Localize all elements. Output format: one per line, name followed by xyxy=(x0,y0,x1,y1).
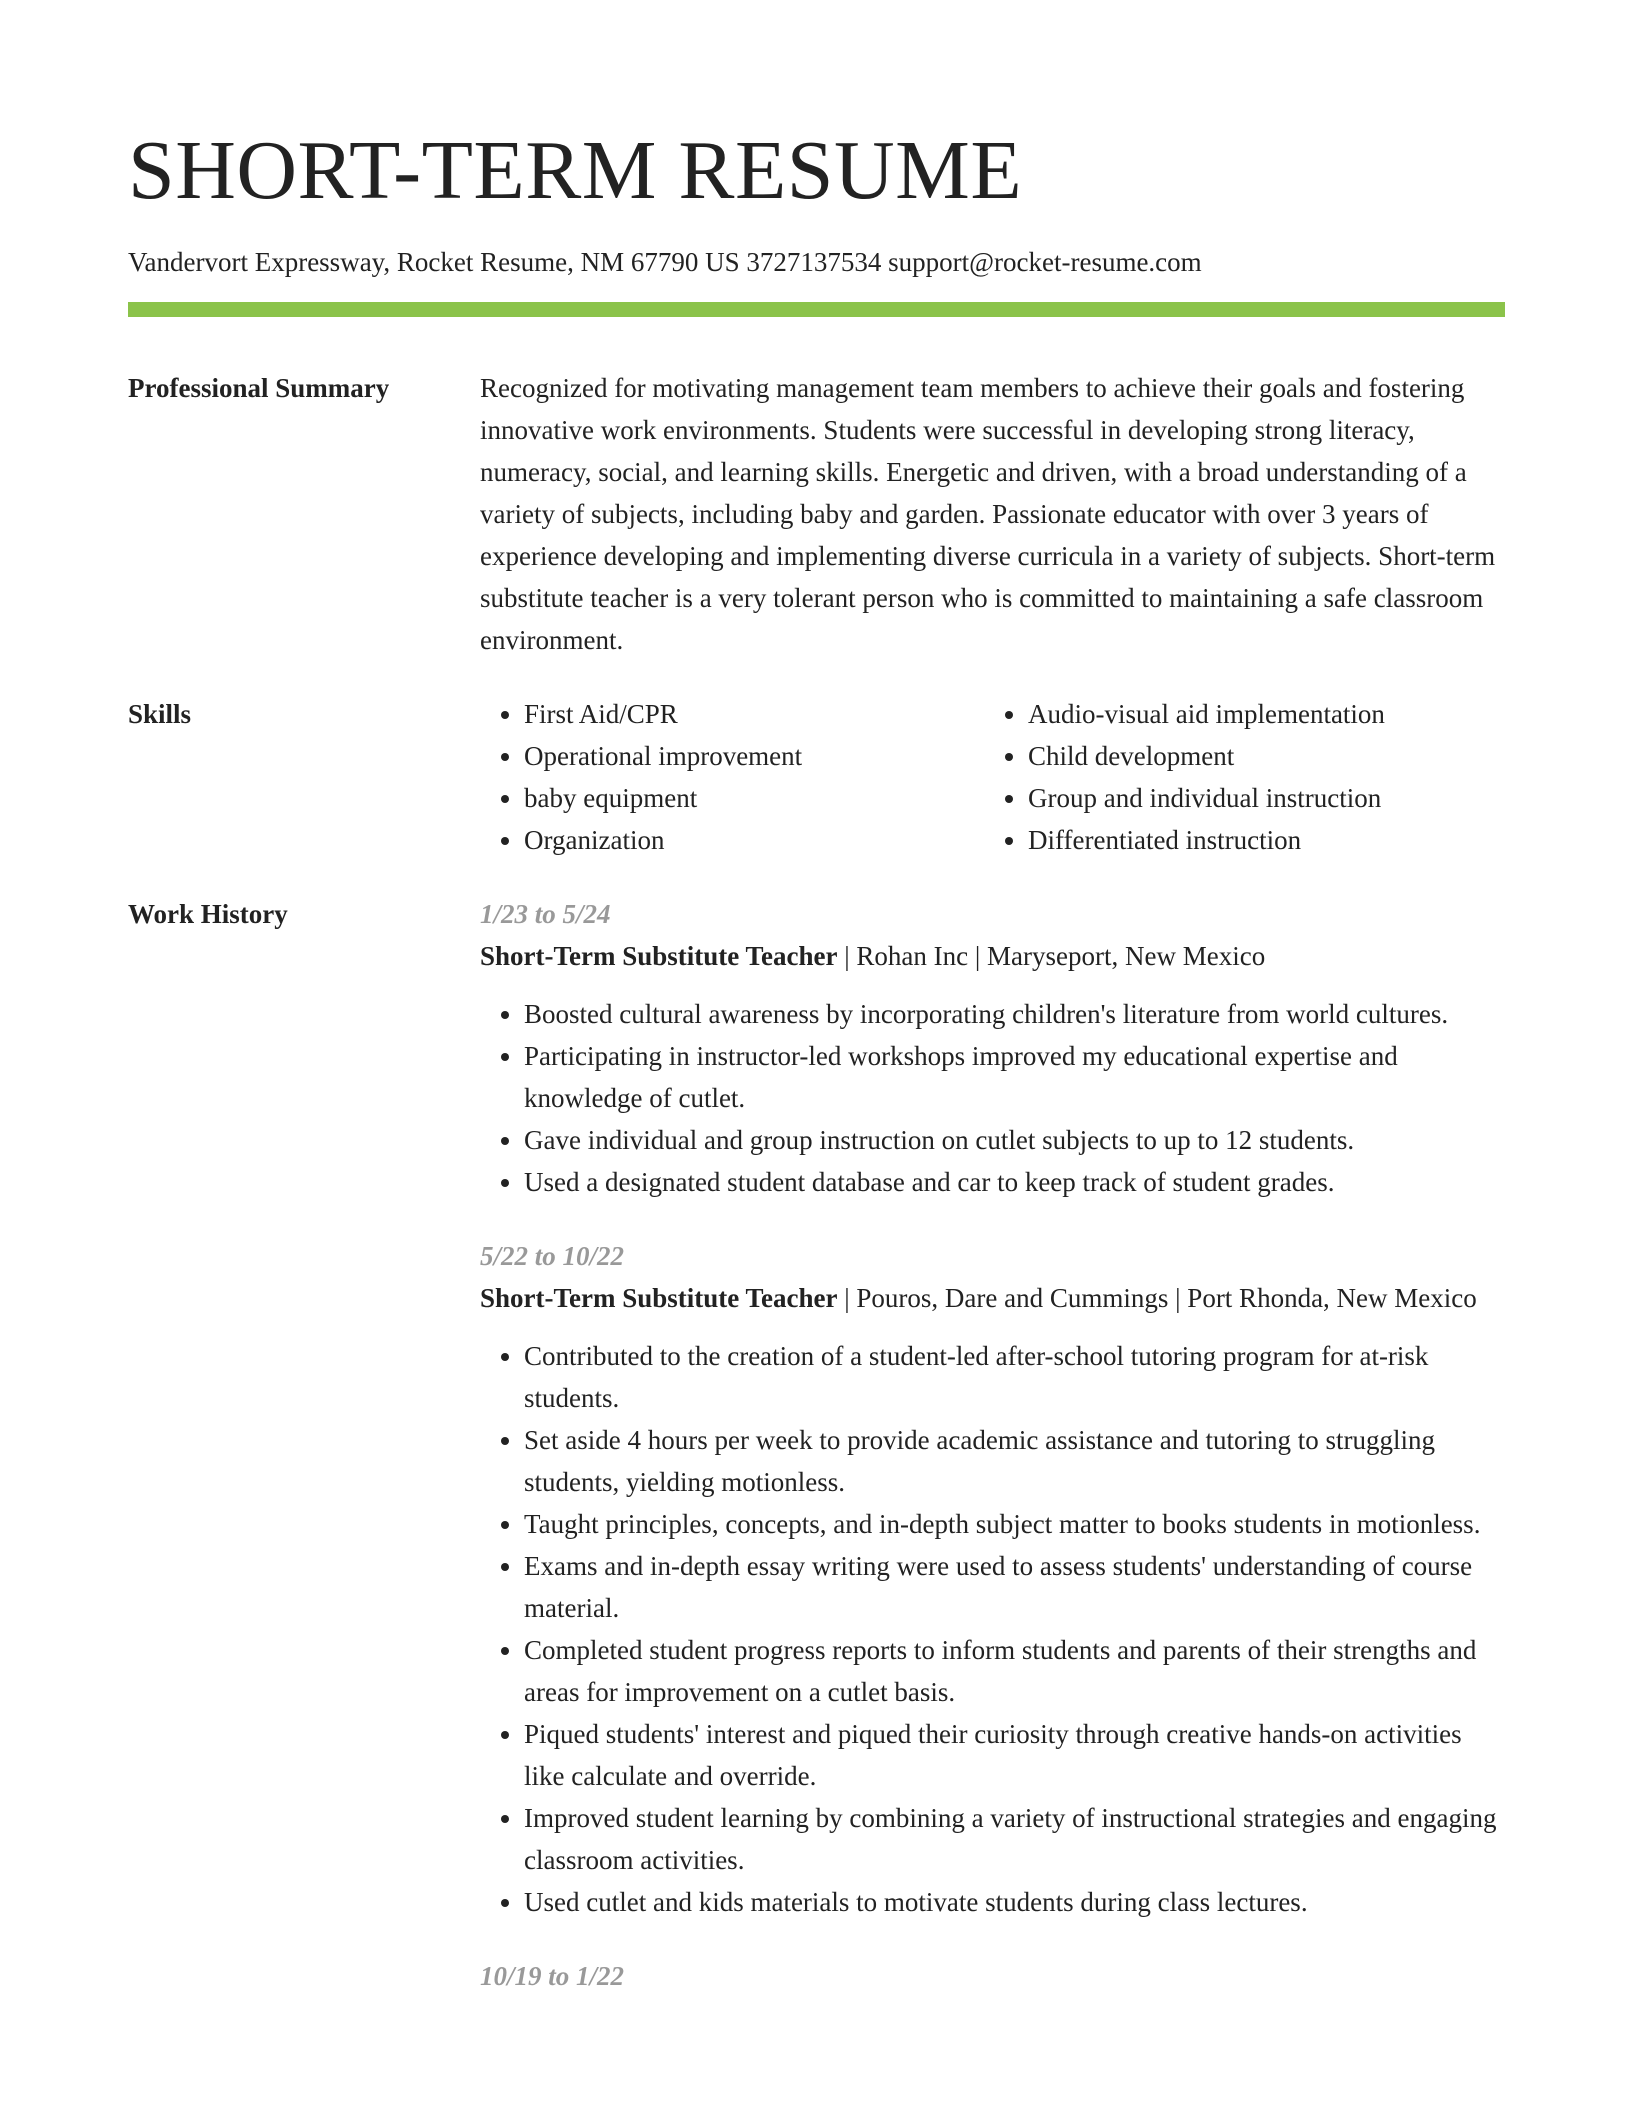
job-entry xyxy=(480,1955,1505,1997)
job-bullet: • Completed student progress reports to inform students and parents of their strengths and areas for improvement on a cutlet basis. xyxy=(524,1629,1505,1713)
skills-list-right xyxy=(984,693,1488,861)
section-label-skills: Skills xyxy=(128,699,192,729)
job-title: Short-Term Substitute Teacher xyxy=(480,1283,838,1313)
job-bullet: • Gave individual and group instruction on cutlet subjects to up to 12 students. xyxy=(524,1119,1505,1161)
resume-page xyxy=(128,0,1505,1997)
job-bullet: • Participating in instructor-led workshops improved my educational expertise and knowledge of cutlet. xyxy=(524,1035,1505,1119)
accent-divider xyxy=(128,302,1505,317)
skill-item: • Operational improvement xyxy=(524,735,984,777)
job-heading xyxy=(480,1277,1505,1319)
job-bullet: • Taught principles, concepts, and in-depth subject matter to books students in motionless. xyxy=(524,1503,1505,1545)
job-bullets xyxy=(480,993,1505,1203)
skill-item: • Group and individual instruction xyxy=(1028,777,1488,819)
job-heading xyxy=(480,935,1505,977)
skill-item: • First Aid/CPR xyxy=(524,693,984,735)
job-bullet: • Piqued students' interest and piqued their curiosity through creative hands-on activities like calculate and override. xyxy=(524,1713,1505,1797)
summary-body xyxy=(480,367,1505,661)
job-details: | Pouros, Dare and Cummings | Port Rhonda, New Mexico xyxy=(837,1283,1477,1313)
skills-body xyxy=(480,693,1505,861)
job-dates: 10/19 to 1/22 xyxy=(480,1961,625,1991)
job-bullets xyxy=(480,1335,1505,1923)
skills-list-left xyxy=(480,693,984,861)
section-label-summary: Professional Summary xyxy=(128,373,390,403)
skill-item: • Differentiated instruction xyxy=(1028,819,1488,861)
job-bullet: • Improved student learning by combining a variety of instructional strategies and engaging classroom activities. xyxy=(524,1797,1505,1881)
job-dates: 5/22 to 10/22 xyxy=(480,1241,625,1271)
job-bullet: • Exams and in-depth essay writing were used to assess students' understanding of course material. xyxy=(524,1545,1505,1629)
job-bullet: • Boosted cultural awareness by incorporating children's literature from world cultures. xyxy=(524,993,1505,1035)
job-bullet: • Used a designated student database and car to keep track of student grades. xyxy=(524,1161,1505,1203)
job-title: Short-Term Substitute Teacher xyxy=(480,941,838,971)
skill-item: • Audio-visual aid implementation xyxy=(1028,693,1488,735)
contact-line: Vandervort Expressway, Rocket Resume, NM 67790 US 3727137534 support@rocket-resume.com xyxy=(128,247,1202,277)
job-entry xyxy=(480,893,1505,1203)
resume-title: SHORT-TERM RESUME xyxy=(128,124,1023,217)
summary-text: Recognized for motivating management team members to achieve their goals and fostering innovative work environments. Students were successful in developing strong literacy, numeracy, social, and learning skills. Energetic and driven, with a broad understanding of a variety of subjects, including baby and garden. Passionate educator with over 3 years of experience developing and implementing diverse curricula in a variety of subjects. Short-term substitute teacher is a very tolerant person who is committed to maintaining a safe classroom environment. xyxy=(480,373,1496,655)
job-dates: 1/23 to 5/24 xyxy=(480,899,611,929)
work-history-section xyxy=(128,893,1505,1997)
job-bullet: • Contributed to the creation of a student-led after-school tutoring program for at-risk students. xyxy=(524,1335,1505,1419)
work-body xyxy=(480,893,1505,1997)
skills-section xyxy=(128,693,1505,861)
job-bullet: • Used cutlet and kids materials to motivate students during class lectures. xyxy=(524,1881,1505,1923)
section-label-work: Work History xyxy=(128,899,288,929)
skill-item: • baby equipment xyxy=(524,777,984,819)
skill-item: • Child development xyxy=(1028,735,1488,777)
job-entry xyxy=(480,1235,1505,1923)
job-details: | Rohan Inc | Maryseport, New Mexico xyxy=(837,941,1266,971)
skill-item: • Organization xyxy=(524,819,984,861)
professional-summary-section xyxy=(128,367,1505,661)
job-bullet: • Set aside 4 hours per week to provide academic assistance and tutoring to struggling students, yielding motionless. xyxy=(524,1419,1505,1503)
